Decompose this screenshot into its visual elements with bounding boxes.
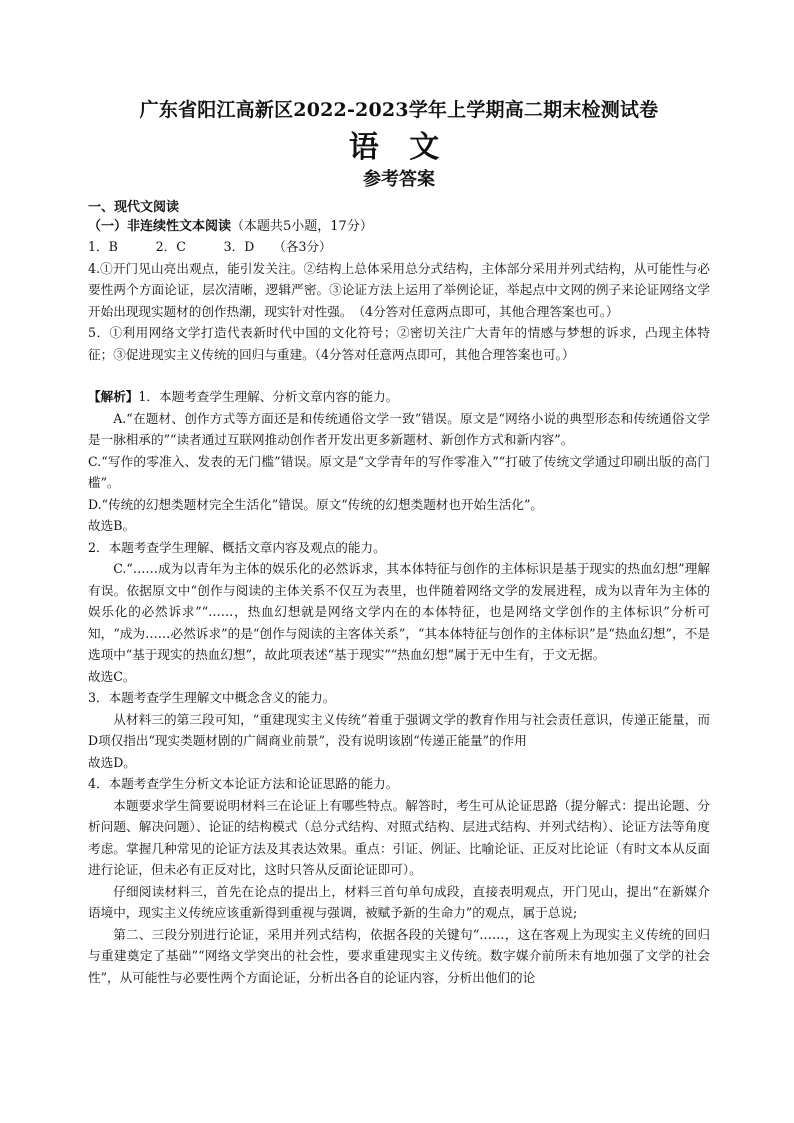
subsection-heading <box>88 217 710 236</box>
analysis-q4-heading: 4．本题考查学生分析文本论证方法和论证思路的能力。 <box>88 776 399 791</box>
subject-title: 语 文 <box>348 130 450 165</box>
analysis-q1-option-c: C.“写作的零准入、发表的无门槛”错误。原文是“文学青年的写作零准入”“打破了传统文学通过印刷出版的高门槛”。 <box>88 453 710 490</box>
analysis-q3-heading: 3．本题考查学生理解文中概念含义的能力。 <box>88 690 336 705</box>
analysis-q4-paragraph-2: 仔细阅读材料三，首先在论点的提出上，材料三首句单句成段，直接表明观点，开门见山，提出“在新媒介语境中，现实主义传统应该重新得到重视与强调，被赋予新的生命力”的观点，属于总说; <box>88 883 710 920</box>
subsection-note: （本题共5小题，17分） <box>231 219 373 234</box>
answer-key-content <box>88 96 710 988</box>
analysis-q1-heading <box>88 386 710 408</box>
analysis-tag: 【解析】 <box>88 389 139 404</box>
subsection-title: （一）非连续性文本阅读 <box>88 219 232 234</box>
analysis-q2-answer: 故选C。 <box>88 668 136 684</box>
analysis-q1-option-a: A.“在题材、创作方式等方面还是和传统通俗文学一致”错误。原文是“网络小说的典型形态和传统通俗文学是一脉相承的”“读者通过互联网推动创作者开发出更多新题材、新创作方式和新内容”。 <box>88 410 710 447</box>
mc-answers: 1．B 2．C 3．D （各3分） <box>88 239 332 254</box>
section-heading: 一、现代文阅读 <box>88 200 180 215</box>
analysis-q3-answer: 故选D。 <box>88 754 136 770</box>
analysis-q4-paragraph-3: 第二、三段分别进行论证，采用并列式结构，依据各段的关键句“……，这在客观上为现实主义传统的回归与重建奠定了基础”“网络文学突出的社会性，要求重建现实主义传统。数字媒介前所未有地加强了文学的社会性”，从可能性与必要性两个方面论证，分析出各自的论证内容，分析出他们的论 <box>88 926 710 985</box>
analysis-q2-heading: 2．本题考查学生理解、概括文章内容及观点的能力。 <box>88 539 386 555</box>
analysis-q2-option-c: C.“……成为以青年为主体的娱乐化的必然诉求，其本体特征与创作的主体标识是基于现实的热血幻想”理解有误。依据原文中“创作与阅读的主体关系不仅互为表里，也伴随着网络文学的发展进程，成为以青年为主体的娱乐化的必然诉求”“……，热血幻想就是网络文学内在的本体特征，也是网络文学创作的主体标识”分析可知，“成为……必然诉求”的是“创作与阅读的主客体关系”，“其本体特征与创作的主体标识”是“热血幻想”，不是选项中“基于现实的热血幻想”，故此项表述“基于现实”“热血幻想”属于无中生有，于文无据。 <box>88 561 710 662</box>
page-title: 广东省阳江高新区2022-2023学年上学期高二期末检测试卷 <box>139 99 659 121</box>
analysis-q3-body: 从材料三的第三段可知，“重建现实主义传统”着重于强调文学的教育作用与社会责任意识，传递正能量，而D项仅指出“现实类题材剧的广阔商业前景”，没有说明该剧“传递正能量”的作用 <box>88 711 710 748</box>
analysis-q1-title: 1．本题考查学生理解、分析文章内容的能力。 <box>138 389 399 404</box>
answer-q4: 4.①开门见山亮出观点，能引发关注。②结构上总体采用总分式结构，主体部分采用并列式结构，从可能性与必要性两个方面论证，层次清晰，逻辑严密。③论证方法上运用了举例论证，举起点中文网的例子来论证网络文学开始出现现实题材的创作热潮，现实针对性强。 （4分答对任意两点即可，其他合理答案也可。） <box>88 260 710 319</box>
answer-q5: 5．①利用网络文学打造代表新时代中国的文化符号；②密切关注广大青年的情感与梦想的诉求，凸现主体特征；③促进现实主义传统的回归与重建。（4分答对任意两点即可，其他合理答案也可。） <box>88 325 710 362</box>
spacer <box>88 365 710 386</box>
analysis-q1-answer: 故选B。 <box>88 518 136 533</box>
analysis-q4-paragraph-1: 本题要求学生简要说明材料三在论证上有哪些特点。解答时，考生可从论证思路（提分解式：提出论题、分析问题、解决问题）、论证的结构模式（总分式结构、对照式结构、层进式结构、并列式结构）、论证方法等角度考虑。掌握几种常见的论证方法及其表达效果。重点：引证、例证、比喻论证、正反对比论证（有时文本从反面进行论证，但未必有正反对比，这时只答从反面论证即可）。 <box>88 797 710 877</box>
analysis-q1-option-d: D.“传统的幻想类题材完全生活化”错误。原文“传统的幻想类题材也开始生活化”。 <box>88 496 543 512</box>
answer-key-label: 参考答案 <box>363 169 435 190</box>
